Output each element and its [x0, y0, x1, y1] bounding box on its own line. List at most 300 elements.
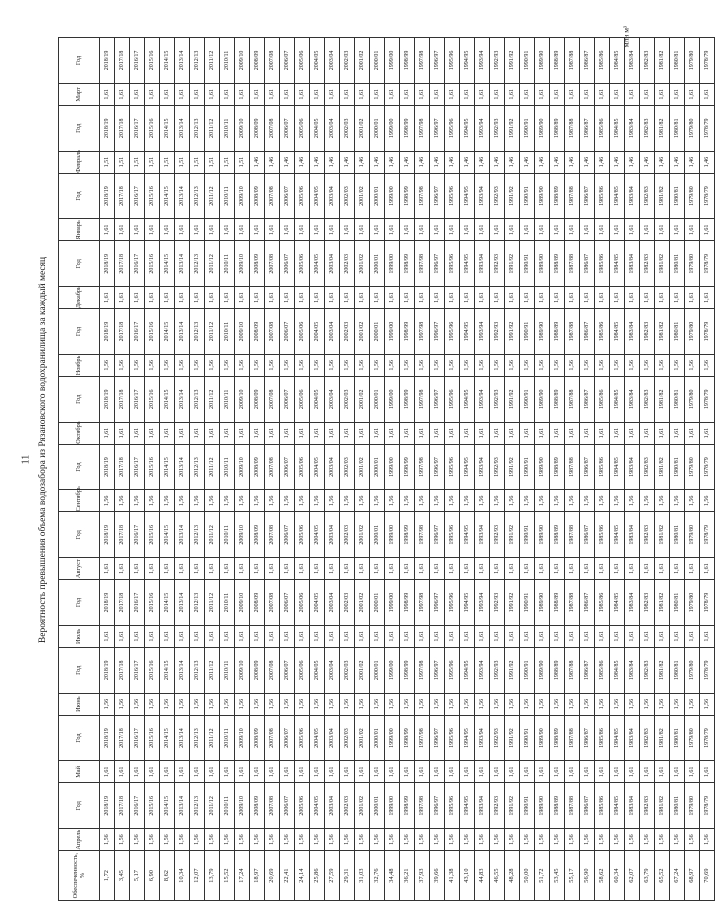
- cell-value: 1,61: [325, 287, 340, 309]
- cell-value: 1,61: [685, 761, 700, 783]
- cell-year: 2016/17: [130, 309, 145, 355]
- cell-value: 1,56: [325, 693, 340, 715]
- cell-value: 1,56: [535, 693, 550, 715]
- cell-year: 2004/05: [310, 715, 325, 761]
- cell-value: 1,56: [295, 829, 310, 851]
- cell-year: 1990/91: [520, 715, 535, 761]
- cell-year: 1978/79: [700, 580, 715, 626]
- cell-value: 1,61: [355, 287, 370, 309]
- cell-value: 1,56: [400, 829, 415, 851]
- cell-value: 1,56: [145, 693, 160, 715]
- cell-value: 1,61: [700, 219, 715, 241]
- cell-value: 1,56: [415, 490, 430, 512]
- cell-year: 2006/07: [280, 715, 295, 761]
- cell-year: 1993/94: [475, 444, 490, 490]
- cell-year: 2004/05: [310, 376, 325, 422]
- header-probability: Обеспеченность, %: [59, 851, 100, 901]
- cell-year: 2011/12: [205, 105, 220, 151]
- cell-year: 1990/91: [520, 376, 535, 422]
- cell-year: 1989/90: [535, 309, 550, 355]
- cell-value: 1,61: [400, 761, 415, 783]
- cell-value: 1,61: [610, 83, 625, 105]
- table-row: [235, 38, 250, 901]
- cell-value: 1,56: [685, 490, 700, 512]
- cell-year: 1990/91: [520, 580, 535, 626]
- cell-year: 2005/06: [295, 647, 310, 693]
- cell-year: 1978/79: [700, 38, 715, 84]
- cell-year: 2015/16: [145, 580, 160, 626]
- cell-probability: 70,69: [700, 851, 715, 901]
- cell-year: 1989/90: [535, 444, 550, 490]
- cell-year: 1998/99: [400, 512, 415, 558]
- cell-year: 1983/84: [625, 105, 640, 151]
- cell-probability: 13,79: [205, 851, 220, 901]
- header-month: Декабрь: [59, 287, 100, 309]
- cell-year: 1979/80: [685, 444, 700, 490]
- cell-value: 1,61: [445, 625, 460, 647]
- cell-year: 2009/10: [235, 512, 250, 558]
- cell-value: 1,61: [325, 625, 340, 647]
- header-year: Год: [59, 783, 100, 829]
- cell-probability: 17,24: [235, 851, 250, 901]
- cell-value: 1,61: [535, 83, 550, 105]
- cell-value: 1,56: [250, 829, 265, 851]
- cell-probability: 32,76: [370, 851, 385, 901]
- cell-year: 2016/17: [130, 38, 145, 84]
- cell-probability: 65,52: [655, 851, 670, 901]
- cell-year: 1993/94: [475, 241, 490, 287]
- cell-value: 1,61: [130, 558, 145, 580]
- document-title: Вероятность превышения объема водозабора из Рязановского водохранилища за каждый месяц: [38, 256, 48, 644]
- cell-year: 2006/07: [280, 38, 295, 84]
- cell-value: 1,56: [115, 829, 130, 851]
- cell-probability: 63,79: [640, 851, 655, 901]
- cell-year: 1988/89: [550, 580, 565, 626]
- cell-year: 1986/87: [580, 580, 595, 626]
- cell-year: 2013/14: [175, 647, 190, 693]
- cell-year: 1984/85: [610, 309, 625, 355]
- table-row: [700, 38, 715, 901]
- cell-year: 2016/17: [130, 715, 145, 761]
- cell-year: 2006/07: [280, 173, 295, 219]
- cell-value: 1,56: [130, 829, 145, 851]
- cell-year: 2016/17: [130, 580, 145, 626]
- cell-year: 2018/19: [100, 241, 115, 287]
- cell-value: 1,61: [310, 219, 325, 241]
- cell-value: 1,61: [235, 83, 250, 105]
- cell-value: 1,56: [175, 829, 190, 851]
- table-row: [610, 38, 625, 901]
- cell-value: 1,56: [385, 490, 400, 512]
- cell-value: 1,61: [670, 287, 685, 309]
- table-row: [340, 38, 355, 901]
- cell-value: 1,61: [640, 625, 655, 647]
- cell-year: 1989/90: [535, 580, 550, 626]
- cell-year: 2006/07: [280, 376, 295, 422]
- cell-value: 1,61: [505, 761, 520, 783]
- cell-value: 1,61: [655, 287, 670, 309]
- cell-year: 1993/94: [475, 647, 490, 693]
- cell-year: 1993/94: [475, 309, 490, 355]
- cell-year: 2001/02: [355, 376, 370, 422]
- cell-year: 2017/18: [115, 783, 130, 829]
- header-year: Год: [59, 580, 100, 626]
- cell-value: 1,61: [220, 422, 235, 444]
- cell-year: 1986/87: [580, 173, 595, 219]
- cell-value: 1,56: [460, 354, 475, 376]
- cell-value: 1,56: [295, 354, 310, 376]
- cell-year: 1979/80: [685, 38, 700, 84]
- table-header-row: [59, 38, 100, 901]
- cell-value: 1,61: [400, 422, 415, 444]
- cell-value: 1,56: [265, 693, 280, 715]
- cell-value: 1,46: [325, 151, 340, 173]
- cell-value: 1,46: [580, 151, 595, 173]
- cell-year: 1999/00: [385, 512, 400, 558]
- cell-value: 1,61: [130, 83, 145, 105]
- table-row: [160, 38, 175, 901]
- cell-value: 1,56: [385, 829, 400, 851]
- cell-year: 1982/83: [640, 444, 655, 490]
- cell-year: 2009/10: [235, 38, 250, 84]
- cell-value: 1,61: [505, 558, 520, 580]
- cell-value: 1,56: [700, 354, 715, 376]
- cell-year: 1997/98: [415, 376, 430, 422]
- cell-value: 1,61: [250, 422, 265, 444]
- cell-value: 1,51: [145, 151, 160, 173]
- cell-year: 1983/84: [625, 647, 640, 693]
- cell-year: 1978/79: [700, 241, 715, 287]
- cell-probability: 67,24: [670, 851, 685, 901]
- cell-value: 1,61: [235, 422, 250, 444]
- cell-value: 1,61: [475, 83, 490, 105]
- cell-probability: 27,59: [325, 851, 340, 901]
- cell-value: 1,61: [280, 287, 295, 309]
- cell-value: 1,61: [295, 625, 310, 647]
- cell-year: 2006/07: [280, 444, 295, 490]
- cell-value: 1,61: [685, 287, 700, 309]
- cell-year: 1999/00: [385, 241, 400, 287]
- cell-year: 1985/86: [595, 173, 610, 219]
- cell-value: 1,61: [460, 558, 475, 580]
- cell-year: 2010/11: [220, 309, 235, 355]
- cell-value: 1,61: [280, 219, 295, 241]
- cell-year: 2002/03: [340, 783, 355, 829]
- cell-year: 2008/09: [250, 309, 265, 355]
- cell-value: 1,61: [580, 422, 595, 444]
- cell-value: 1,61: [265, 625, 280, 647]
- cell-year: 1978/79: [700, 512, 715, 558]
- cell-year: 1996/97: [430, 580, 445, 626]
- cell-value: 1,61: [205, 558, 220, 580]
- cell-year: 2006/07: [280, 241, 295, 287]
- table-row: [685, 38, 700, 901]
- cell-year: 2002/03: [340, 38, 355, 84]
- table-row: [205, 38, 220, 901]
- cell-year: 2008/09: [250, 241, 265, 287]
- cell-value: 1,61: [520, 761, 535, 783]
- cell-probability: 25,86: [310, 851, 325, 901]
- cell-value: 1,56: [640, 829, 655, 851]
- cell-probability: 18,97: [250, 851, 265, 901]
- cell-value: 1,46: [310, 151, 325, 173]
- cell-value: 1,56: [670, 354, 685, 376]
- cell-value: 1,61: [505, 625, 520, 647]
- cell-value: 1,61: [370, 558, 385, 580]
- cell-value: 1,61: [205, 219, 220, 241]
- cell-value: 1,56: [280, 829, 295, 851]
- cell-value: 1,61: [685, 625, 700, 647]
- cell-year: 1991/92: [505, 376, 520, 422]
- cell-year: 1979/80: [685, 173, 700, 219]
- cell-year: 1990/91: [520, 105, 535, 151]
- cell-year: 1978/79: [700, 376, 715, 422]
- cell-year: 2005/06: [295, 376, 310, 422]
- cell-year: 2018/19: [100, 444, 115, 490]
- cell-value: 1,61: [670, 422, 685, 444]
- cell-year: 1995/96: [445, 580, 460, 626]
- cell-value: 1,61: [415, 558, 430, 580]
- cell-value: 1,56: [610, 693, 625, 715]
- cell-probability: 5,17: [130, 851, 145, 901]
- cell-value: 1,56: [400, 490, 415, 512]
- cell-value: 1,61: [655, 558, 670, 580]
- cell-value: 1,61: [295, 761, 310, 783]
- cell-value: 1,61: [100, 761, 115, 783]
- cell-value: 1,56: [385, 693, 400, 715]
- cell-year: 2005/06: [295, 173, 310, 219]
- cell-year: 1978/79: [700, 715, 715, 761]
- cell-year: 1989/90: [535, 715, 550, 761]
- cell-year: 2011/12: [205, 647, 220, 693]
- cell-value: 1,61: [595, 287, 610, 309]
- cell-value: 1,61: [610, 422, 625, 444]
- cell-year: 1985/86: [595, 512, 610, 558]
- cell-year: 2002/03: [340, 105, 355, 151]
- cell-year: 1999/00: [385, 105, 400, 151]
- cell-year: 2011/12: [205, 309, 220, 355]
- cell-value: 1,56: [220, 490, 235, 512]
- cell-value: 1,61: [340, 83, 355, 105]
- cell-year: 1996/97: [430, 376, 445, 422]
- cell-value: 1,51: [130, 151, 145, 173]
- cell-probability: 6,90: [145, 851, 160, 901]
- cell-value: 1,56: [640, 490, 655, 512]
- cell-year: 1994/95: [460, 38, 475, 84]
- cell-year: 1983/84: [625, 38, 640, 84]
- cell-year: 1989/90: [535, 512, 550, 558]
- cell-value: 1,61: [670, 558, 685, 580]
- cell-year: 1996/97: [430, 38, 445, 84]
- cell-value: 1,56: [160, 490, 175, 512]
- cell-value: 1,61: [490, 83, 505, 105]
- cell-value: 1,56: [580, 693, 595, 715]
- cell-year: 2013/14: [175, 783, 190, 829]
- cell-value: 1,56: [655, 693, 670, 715]
- cell-value: 1,61: [280, 558, 295, 580]
- cell-year: 2005/06: [295, 241, 310, 287]
- cell-value: 1,51: [220, 151, 235, 173]
- cell-year: 1985/86: [595, 376, 610, 422]
- cell-year: 2017/18: [115, 38, 130, 84]
- cell-value: 1,56: [460, 829, 475, 851]
- cell-year: 1988/89: [550, 241, 565, 287]
- cell-year: 1991/92: [505, 173, 520, 219]
- cell-year: 2003/04: [325, 512, 340, 558]
- cell-value: 1,61: [400, 219, 415, 241]
- cell-value: 1,61: [520, 219, 535, 241]
- cell-year: 2010/11: [220, 241, 235, 287]
- cell-year: 1981/82: [655, 647, 670, 693]
- cell-value: 1,56: [700, 829, 715, 851]
- cell-value: 1,46: [655, 151, 670, 173]
- cell-value: 1,56: [670, 490, 685, 512]
- cell-value: 1,56: [325, 354, 340, 376]
- cell-year: 1984/85: [610, 105, 625, 151]
- cell-year: 1996/97: [430, 241, 445, 287]
- cell-year: 1995/96: [445, 241, 460, 287]
- cell-value: 1,61: [205, 287, 220, 309]
- cell-year: 1998/99: [400, 309, 415, 355]
- probability-table-wrapper: [58, 37, 710, 901]
- cell-value: 1,56: [580, 829, 595, 851]
- cell-value: 1,61: [625, 219, 640, 241]
- cell-year: 1978/79: [700, 647, 715, 693]
- cell-value: 1,56: [685, 354, 700, 376]
- cell-value: 1,61: [640, 422, 655, 444]
- cell-year: 2003/04: [325, 173, 340, 219]
- cell-year: 2003/04: [325, 376, 340, 422]
- cell-year: 2012/13: [190, 715, 205, 761]
- cell-value: 1,51: [235, 151, 250, 173]
- cell-year: 2012/13: [190, 38, 205, 84]
- cell-value: 1,56: [625, 354, 640, 376]
- cell-year: 2004/05: [310, 105, 325, 151]
- cell-value: 1,61: [535, 761, 550, 783]
- cell-value: 1,61: [595, 83, 610, 105]
- cell-year: 2002/03: [340, 241, 355, 287]
- cell-value: 1,56: [625, 490, 640, 512]
- cell-value: 1,61: [190, 422, 205, 444]
- cell-value: 1,61: [490, 558, 505, 580]
- cell-year: 2013/14: [175, 309, 190, 355]
- cell-probability: 12,07: [190, 851, 205, 901]
- cell-year: 2012/13: [190, 105, 205, 151]
- cell-value: 1,61: [100, 558, 115, 580]
- cell-year: 1989/90: [535, 376, 550, 422]
- cell-value: 1,61: [670, 625, 685, 647]
- cell-value: 1,56: [190, 829, 205, 851]
- cell-year: 1994/95: [460, 309, 475, 355]
- cell-year: 2017/18: [115, 376, 130, 422]
- cell-year: 1979/80: [685, 580, 700, 626]
- cell-year: 2005/06: [295, 580, 310, 626]
- cell-value: 1,56: [340, 354, 355, 376]
- cell-value: 1,56: [130, 490, 145, 512]
- cell-value: 1,56: [595, 490, 610, 512]
- cell-year: 1999/00: [385, 783, 400, 829]
- cell-year: 2014/15: [160, 376, 175, 422]
- cell-year: 2015/16: [145, 105, 160, 151]
- cell-year: 1987/88: [565, 715, 580, 761]
- cell-value: 1,51: [190, 151, 205, 173]
- cell-value: 1,61: [415, 219, 430, 241]
- cell-year: 2004/05: [310, 580, 325, 626]
- cell-value: 1,61: [310, 625, 325, 647]
- cell-value: 1,56: [610, 490, 625, 512]
- cell-year: 2000/01: [370, 309, 385, 355]
- cell-year: 2004/05: [310, 444, 325, 490]
- cell-value: 1,61: [535, 219, 550, 241]
- cell-year: 1999/00: [385, 173, 400, 219]
- cell-value: 1,61: [430, 83, 445, 105]
- cell-value: 1,61: [220, 287, 235, 309]
- table-row: [490, 38, 505, 901]
- cell-value: 1,56: [550, 693, 565, 715]
- cell-year: 2000/01: [370, 38, 385, 84]
- cell-value: 1,61: [520, 625, 535, 647]
- cell-year: 1995/96: [445, 783, 460, 829]
- cell-year: 2010/11: [220, 715, 235, 761]
- cell-value: 1,61: [445, 761, 460, 783]
- cell-year: 2009/10: [235, 309, 250, 355]
- cell-year: 2013/14: [175, 444, 190, 490]
- cell-probability: 20,69: [265, 851, 280, 901]
- cell-value: 1,46: [460, 151, 475, 173]
- cell-year: 1991/92: [505, 512, 520, 558]
- cell-year: 2003/04: [325, 105, 340, 151]
- cell-year: 1993/94: [475, 105, 490, 151]
- cell-year: 1996/97: [430, 512, 445, 558]
- cell-value: 1,56: [520, 829, 535, 851]
- cell-year: 2013/14: [175, 241, 190, 287]
- cell-value: 1,61: [445, 422, 460, 444]
- cell-year: 2001/02: [355, 173, 370, 219]
- cell-value: 1,61: [370, 625, 385, 647]
- cell-value: 1,61: [520, 558, 535, 580]
- cell-value: 1,56: [415, 693, 430, 715]
- cell-value: 1,56: [430, 354, 445, 376]
- cell-year: 1999/00: [385, 38, 400, 84]
- cell-value: 1,61: [295, 83, 310, 105]
- cell-year: 1998/99: [400, 580, 415, 626]
- cell-value: 1,56: [205, 829, 220, 851]
- cell-year: 1994/95: [460, 444, 475, 490]
- cell-value: 1,61: [265, 219, 280, 241]
- cell-year: 2010/11: [220, 173, 235, 219]
- cell-value: 1,61: [505, 83, 520, 105]
- cell-value: 1,56: [610, 829, 625, 851]
- cell-probability: 3,45: [115, 851, 130, 901]
- cell-value: 1,61: [100, 287, 115, 309]
- cell-year: 2002/03: [340, 444, 355, 490]
- cell-value: 1,61: [550, 422, 565, 444]
- cell-value: 1,61: [595, 422, 610, 444]
- cell-probability: 36,21: [400, 851, 415, 901]
- cell-value: 1,61: [580, 625, 595, 647]
- cell-value: 1,56: [490, 354, 505, 376]
- cell-year: 2017/18: [115, 647, 130, 693]
- cell-value: 1,56: [100, 829, 115, 851]
- cell-value: 1,61: [355, 83, 370, 105]
- cell-value: 1,46: [700, 151, 715, 173]
- cell-value: 1,61: [700, 558, 715, 580]
- cell-year: 1991/92: [505, 444, 520, 490]
- table-row: [325, 38, 340, 901]
- cell-value: 1,56: [160, 354, 175, 376]
- cell-value: 1,56: [205, 490, 220, 512]
- cell-value: 1,61: [535, 422, 550, 444]
